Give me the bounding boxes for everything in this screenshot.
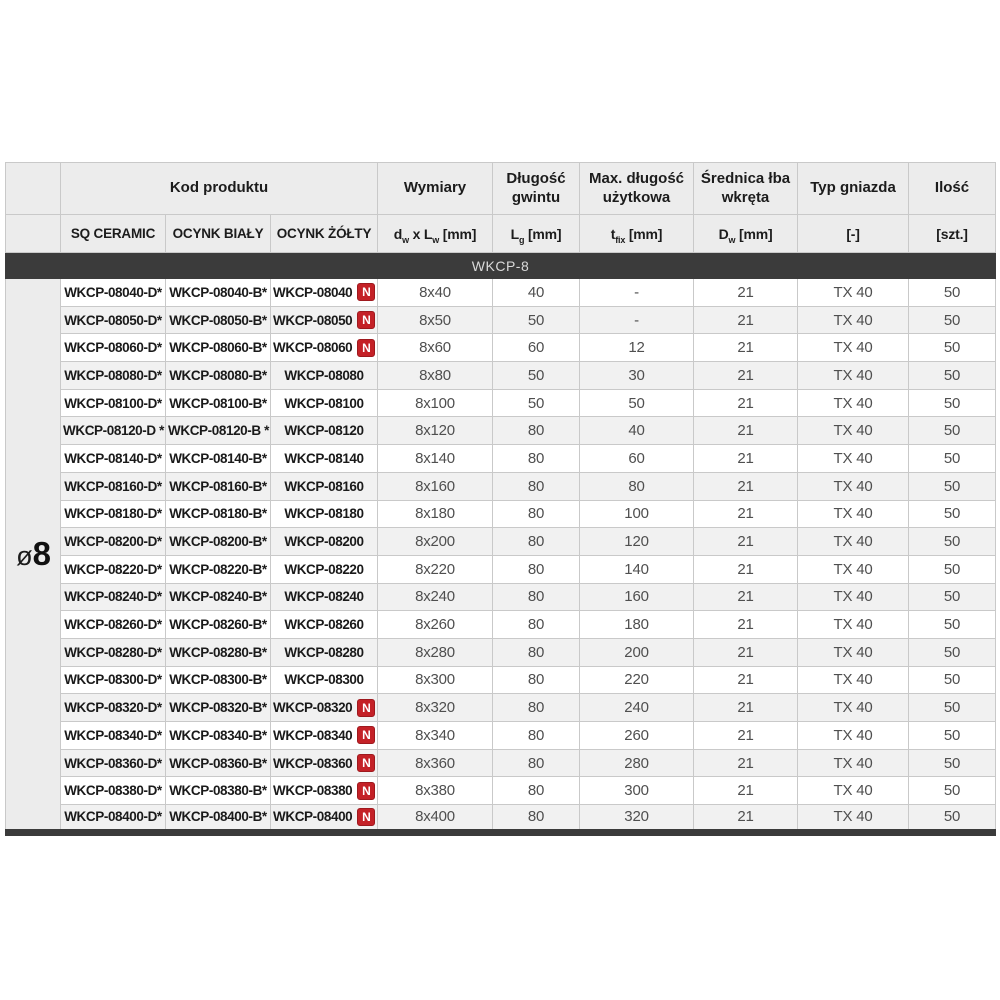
cell-max-dlugosc: 220 bbox=[580, 666, 694, 694]
unit-text: [mm] bbox=[524, 225, 562, 242]
product-code: WKCP-08040 bbox=[273, 284, 353, 300]
cell-ilosc: 50 bbox=[909, 722, 996, 750]
product-code: WKCP-08300 bbox=[284, 672, 364, 688]
cell-wymiary: 8x120 bbox=[378, 417, 493, 445]
cell-ilosc: 50 bbox=[909, 638, 996, 666]
cell-ilosc: 50 bbox=[909, 306, 996, 334]
table-row bbox=[6, 722, 996, 750]
product-code: WKCP-08200 bbox=[284, 534, 364, 550]
cell-typ-gniazda: TX 40 bbox=[798, 805, 909, 833]
cell-ocynk-bialy: WKCP-08300-B* bbox=[166, 666, 271, 694]
cell-ocynk-bialy: WKCP-08100-B* bbox=[166, 389, 271, 417]
cell-sq-ceramic: WKCP-08140-D* bbox=[61, 445, 166, 473]
corner-cell-bottom bbox=[6, 215, 61, 253]
table-row bbox=[6, 472, 996, 500]
cell-ilosc: 50 bbox=[909, 749, 996, 777]
diameter-value: 8 bbox=[32, 534, 50, 572]
table-row bbox=[6, 334, 996, 362]
cell-wymiary: 8x400 bbox=[378, 805, 493, 833]
code-with-badge bbox=[284, 506, 363, 521]
table-row bbox=[6, 777, 996, 805]
cell-ocynk-bialy: WKCP-08120-B * bbox=[166, 417, 271, 445]
cell-ocynk-bialy: WKCP-08360-B* bbox=[166, 749, 271, 777]
cell-typ-gniazda: TX 40 bbox=[798, 389, 909, 417]
cell-max-dlugosc: 280 bbox=[580, 749, 694, 777]
cell-srednica-lba: 21 bbox=[694, 528, 798, 556]
cell-ocynk-bialy: WKCP-08180-B* bbox=[166, 500, 271, 528]
cell-ilosc: 50 bbox=[909, 389, 996, 417]
cell-ilosc: 50 bbox=[909, 500, 996, 528]
cell-ocynk-zolty bbox=[271, 777, 378, 805]
cell-ocynk-zolty bbox=[271, 611, 378, 639]
cell-dlugosc-gwintu: 80 bbox=[493, 555, 580, 583]
product-code: WKCP-08140 bbox=[284, 450, 364, 466]
cell-srednica-lba: 21 bbox=[694, 777, 798, 805]
cell-typ-gniazda: TX 40 bbox=[798, 472, 909, 500]
series-band-row bbox=[6, 253, 996, 279]
table-row bbox=[6, 445, 996, 473]
cell-ocynk-zolty bbox=[271, 528, 378, 556]
header-ilosc: Ilość bbox=[909, 163, 996, 215]
cell-typ-gniazda: TX 40 bbox=[798, 334, 909, 362]
cell-wymiary: 8x300 bbox=[378, 666, 493, 694]
cell-ilosc: 50 bbox=[909, 666, 996, 694]
product-code: WKCP-08160 bbox=[284, 478, 364, 494]
cell-ocynk-bialy: WKCP-08240-B* bbox=[166, 583, 271, 611]
cell-max-dlugosc: 100 bbox=[580, 500, 694, 528]
code-with-badge bbox=[273, 339, 375, 357]
cell-srednica-lba: 21 bbox=[694, 722, 798, 750]
cell-wymiary: 8x60 bbox=[378, 334, 493, 362]
cell-ocynk-zolty bbox=[271, 334, 378, 362]
cell-dlugosc-gwintu: 80 bbox=[493, 583, 580, 611]
subheader-sq-ceramic: SQ CERAMIC bbox=[61, 215, 166, 253]
cell-wymiary: 8x360 bbox=[378, 749, 493, 777]
cell-wymiary: 8x220 bbox=[378, 555, 493, 583]
cell-dlugosc-gwintu: 80 bbox=[493, 694, 580, 722]
cell-dlugosc-gwintu: 80 bbox=[493, 777, 580, 805]
table-row bbox=[6, 389, 996, 417]
new-badge: N bbox=[357, 283, 375, 301]
cell-typ-gniazda: TX 40 bbox=[798, 722, 909, 750]
code-with-badge bbox=[284, 451, 363, 466]
product-code: WKCP-08180 bbox=[284, 506, 364, 522]
table-row bbox=[6, 417, 996, 445]
code-with-badge bbox=[284, 423, 363, 438]
cell-ocynk-bialy: WKCP-08200-B* bbox=[166, 528, 271, 556]
new-badge: N bbox=[357, 782, 375, 800]
cell-dlugosc-gwintu: 80 bbox=[493, 666, 580, 694]
cell-sq-ceramic: WKCP-08300-D* bbox=[61, 666, 166, 694]
cell-wymiary: 8x40 bbox=[378, 279, 493, 307]
cell-ocynk-zolty bbox=[271, 749, 378, 777]
cell-ocynk-zolty bbox=[271, 279, 378, 307]
cell-ilosc: 50 bbox=[909, 805, 996, 833]
code-with-badge bbox=[273, 808, 375, 826]
cell-srednica-lba: 21 bbox=[694, 583, 798, 611]
cell-ocynk-bialy: WKCP-08140-B* bbox=[166, 445, 271, 473]
table-body bbox=[6, 279, 996, 833]
cell-ocynk-bialy: WKCP-08340-B* bbox=[166, 722, 271, 750]
header-kod-produktu: Kod produktu bbox=[61, 163, 378, 215]
cell-ocynk-bialy: WKCP-08260-B* bbox=[166, 611, 271, 639]
cell-typ-gniazda: TX 40 bbox=[798, 362, 909, 390]
cell-srednica-lba: 21 bbox=[694, 500, 798, 528]
code-with-badge bbox=[273, 311, 375, 329]
cell-ocynk-bialy: WKCP-08220-B* bbox=[166, 555, 271, 583]
cell-wymiary: 8x380 bbox=[378, 777, 493, 805]
cell-ocynk-bialy: WKCP-08040-B* bbox=[166, 279, 271, 307]
cell-max-dlugosc: 120 bbox=[580, 528, 694, 556]
header-wymiary: Wymiary bbox=[378, 163, 493, 215]
cell-sq-ceramic: WKCP-08320-D* bbox=[61, 694, 166, 722]
cell-ilosc: 50 bbox=[909, 555, 996, 583]
unit-text: x L bbox=[408, 225, 433, 242]
cell-ocynk-zolty bbox=[271, 555, 378, 583]
cell-wymiary: 8x80 bbox=[378, 362, 493, 390]
table-row bbox=[6, 583, 996, 611]
table-row bbox=[6, 362, 996, 390]
cell-wymiary: 8x50 bbox=[378, 306, 493, 334]
cell-ocynk-bialy: WKCP-08400-B* bbox=[166, 805, 271, 833]
code-with-badge bbox=[284, 617, 363, 632]
cell-sq-ceramic: WKCP-08200-D* bbox=[61, 528, 166, 556]
cell-dlugosc-gwintu: 80 bbox=[493, 638, 580, 666]
cell-sq-ceramic: WKCP-08340-D* bbox=[61, 722, 166, 750]
table-row bbox=[6, 555, 996, 583]
cell-typ-gniazda: TX 40 bbox=[798, 306, 909, 334]
cell-srednica-lba: 21 bbox=[694, 362, 798, 390]
product-code: WKCP-08060 bbox=[273, 340, 353, 356]
cell-max-dlugosc: 60 bbox=[580, 445, 694, 473]
product-code: WKCP-08320 bbox=[273, 700, 353, 716]
code-with-badge bbox=[284, 589, 363, 604]
cell-sq-ceramic: WKCP-08040-D* bbox=[61, 279, 166, 307]
product-code: WKCP-08400 bbox=[273, 809, 353, 825]
new-badge: N bbox=[357, 808, 375, 826]
code-with-badge bbox=[284, 672, 363, 687]
cell-ilosc: 50 bbox=[909, 334, 996, 362]
cell-ocynk-zolty bbox=[271, 306, 378, 334]
table-row bbox=[6, 638, 996, 666]
cell-wymiary: 8x140 bbox=[378, 445, 493, 473]
cell-ocynk-zolty bbox=[271, 417, 378, 445]
table-row bbox=[6, 528, 996, 556]
cell-wymiary: 8x320 bbox=[378, 694, 493, 722]
cell-dlugosc-gwintu: 40 bbox=[493, 279, 580, 307]
cell-srednica-lba: 21 bbox=[694, 389, 798, 417]
cell-typ-gniazda: TX 40 bbox=[798, 749, 909, 777]
cell-dlugosc-gwintu: 50 bbox=[493, 362, 580, 390]
cell-ocynk-zolty bbox=[271, 722, 378, 750]
product-code: WKCP-08220 bbox=[284, 561, 364, 577]
product-code: WKCP-08280 bbox=[284, 644, 364, 660]
cell-dlugosc-gwintu: 80 bbox=[493, 722, 580, 750]
unit-subscript: g bbox=[518, 234, 525, 245]
cell-dlugosc-gwintu: 80 bbox=[493, 528, 580, 556]
product-code: WKCP-08340 bbox=[273, 727, 353, 743]
code-with-badge bbox=[273, 699, 375, 717]
cell-ocynk-bialy: WKCP-08280-B* bbox=[166, 638, 271, 666]
cell-ilosc: 50 bbox=[909, 528, 996, 556]
cell-ocynk-zolty bbox=[271, 694, 378, 722]
cell-max-dlugosc: 200 bbox=[580, 638, 694, 666]
code-with-badge bbox=[273, 283, 375, 301]
code-with-badge bbox=[284, 562, 363, 577]
cell-max-dlugosc: 300 bbox=[580, 777, 694, 805]
product-code: WKCP-08260 bbox=[284, 617, 364, 633]
unit-text: d bbox=[393, 225, 403, 242]
subheader-ocynk-bialy: OCYNK BIAŁY bbox=[166, 215, 271, 253]
cell-typ-gniazda: TX 40 bbox=[798, 445, 909, 473]
unit-text: L bbox=[510, 225, 519, 242]
cell-sq-ceramic: WKCP-08120-D * bbox=[61, 417, 166, 445]
product-code: WKCP-08380 bbox=[273, 783, 353, 799]
cell-typ-gniazda: TX 40 bbox=[798, 666, 909, 694]
cell-sq-ceramic: WKCP-08380-D* bbox=[61, 777, 166, 805]
cell-sq-ceramic: WKCP-08160-D* bbox=[61, 472, 166, 500]
product-code: WKCP-08080 bbox=[284, 367, 364, 383]
cell-sq-ceramic: WKCP-08220-D* bbox=[61, 555, 166, 583]
cell-max-dlugosc: 160 bbox=[580, 583, 694, 611]
cell-max-dlugosc: - bbox=[580, 279, 694, 307]
product-code: WKCP-08360 bbox=[273, 755, 353, 771]
cell-ocynk-bialy: WKCP-08080-B* bbox=[166, 362, 271, 390]
new-badge: N bbox=[357, 754, 375, 772]
subheader-szt-unit: [szt.] bbox=[909, 215, 996, 253]
cell-max-dlugosc: 260 bbox=[580, 722, 694, 750]
cell-sq-ceramic: WKCP-08080-D* bbox=[61, 362, 166, 390]
cell-wymiary: 8x260 bbox=[378, 611, 493, 639]
cell-ocynk-zolty bbox=[271, 583, 378, 611]
cell-typ-gniazda: TX 40 bbox=[798, 555, 909, 583]
cell-ilosc: 50 bbox=[909, 694, 996, 722]
cell-wymiary: 8x180 bbox=[378, 500, 493, 528]
unit-subscript: w bbox=[728, 234, 736, 245]
cell-max-dlugosc: 40 bbox=[580, 417, 694, 445]
cell-dlugosc-gwintu: 60 bbox=[493, 334, 580, 362]
cell-max-dlugosc: 320 bbox=[580, 805, 694, 833]
table-row bbox=[6, 666, 996, 694]
cell-wymiary: 8x100 bbox=[378, 389, 493, 417]
cell-ilosc: 50 bbox=[909, 417, 996, 445]
unit-subscript: fix bbox=[615, 234, 626, 245]
series-band-label: WKCP-8 bbox=[6, 253, 996, 279]
code-with-badge bbox=[284, 534, 363, 549]
cell-ilosc: 50 bbox=[909, 362, 996, 390]
new-badge: N bbox=[357, 339, 375, 357]
cell-ocynk-bialy: WKCP-08320-B* bbox=[166, 694, 271, 722]
cell-wymiary: 8x340 bbox=[378, 722, 493, 750]
cell-srednica-lba: 21 bbox=[694, 306, 798, 334]
diameter-symbol: ø bbox=[16, 540, 33, 571]
cell-ilosc: 50 bbox=[909, 583, 996, 611]
cell-ocynk-zolty bbox=[271, 666, 378, 694]
table-row bbox=[6, 306, 996, 334]
cell-ocynk-zolty bbox=[271, 362, 378, 390]
cell-sq-ceramic: WKCP-08240-D* bbox=[61, 583, 166, 611]
cell-dlugosc-gwintu: 80 bbox=[493, 472, 580, 500]
cell-sq-ceramic: WKCP-08260-D* bbox=[61, 611, 166, 639]
cell-srednica-lba: 21 bbox=[694, 334, 798, 362]
cell-srednica-lba: 21 bbox=[694, 472, 798, 500]
cell-ilosc: 50 bbox=[909, 777, 996, 805]
code-with-badge bbox=[284, 645, 363, 660]
cell-dlugosc-gwintu: 80 bbox=[493, 417, 580, 445]
cell-srednica-lba: 21 bbox=[694, 805, 798, 833]
cell-max-dlugosc: 12 bbox=[580, 334, 694, 362]
cell-typ-gniazda: TX 40 bbox=[798, 638, 909, 666]
cell-srednica-lba: 21 bbox=[694, 611, 798, 639]
product-code: WKCP-08050 bbox=[273, 312, 353, 328]
cell-dlugosc-gwintu: 50 bbox=[493, 389, 580, 417]
product-code: WKCP-08120 bbox=[284, 423, 364, 439]
cell-ilosc: 50 bbox=[909, 611, 996, 639]
cell-ilosc: 50 bbox=[909, 279, 996, 307]
cell-ocynk-zolty bbox=[271, 389, 378, 417]
unit-subscript: w bbox=[402, 234, 409, 245]
cell-ocynk-zolty bbox=[271, 472, 378, 500]
code-with-badge bbox=[273, 754, 375, 772]
product-code: WKCP-08100 bbox=[284, 395, 364, 411]
cell-ocynk-bialy: WKCP-08050-B* bbox=[166, 306, 271, 334]
cell-ilosc: 50 bbox=[909, 472, 996, 500]
new-badge: N bbox=[357, 699, 375, 717]
code-with-badge bbox=[284, 479, 363, 494]
cell-typ-gniazda: TX 40 bbox=[798, 500, 909, 528]
new-badge: N bbox=[357, 726, 375, 744]
table-header bbox=[6, 163, 996, 279]
cell-ocynk-bialy: WKCP-08160-B* bbox=[166, 472, 271, 500]
subheader-tfix-unit bbox=[580, 215, 694, 253]
code-with-badge bbox=[284, 396, 363, 411]
cell-srednica-lba: 21 bbox=[694, 638, 798, 666]
unit-text: [mm] bbox=[625, 225, 663, 242]
cell-dlugosc-gwintu: 50 bbox=[493, 306, 580, 334]
unit-subscript: w bbox=[432, 234, 440, 245]
cell-dlugosc-gwintu: 80 bbox=[493, 805, 580, 833]
cell-srednica-lba: 21 bbox=[694, 445, 798, 473]
cell-srednica-lba: 21 bbox=[694, 279, 798, 307]
cell-typ-gniazda: TX 40 bbox=[798, 279, 909, 307]
cell-typ-gniazda: TX 40 bbox=[798, 694, 909, 722]
cell-typ-gniazda: TX 40 bbox=[798, 777, 909, 805]
cell-dlugosc-gwintu: 80 bbox=[493, 749, 580, 777]
cell-typ-gniazda: TX 40 bbox=[798, 611, 909, 639]
cell-srednica-lba: 21 bbox=[694, 749, 798, 777]
product-table-container bbox=[5, 162, 995, 836]
cell-max-dlugosc: 50 bbox=[580, 389, 694, 417]
cell-typ-gniazda: TX 40 bbox=[798, 528, 909, 556]
corner-cell-top bbox=[6, 163, 61, 215]
table-row bbox=[6, 279, 996, 307]
table-row bbox=[6, 694, 996, 722]
unit-text: [mm] bbox=[735, 225, 773, 242]
cell-ocynk-bialy: WKCP-08380-B* bbox=[166, 777, 271, 805]
cell-max-dlugosc: - bbox=[580, 306, 694, 334]
cell-sq-ceramic: WKCP-08100-D* bbox=[61, 389, 166, 417]
subheader-dw-unit bbox=[694, 215, 798, 253]
header-row-units bbox=[6, 215, 996, 253]
unit-text: t bbox=[610, 225, 616, 242]
product-table bbox=[5, 162, 996, 836]
cell-dlugosc-gwintu: 80 bbox=[493, 611, 580, 639]
cell-typ-gniazda: TX 40 bbox=[798, 583, 909, 611]
cell-sq-ceramic: WKCP-08360-D* bbox=[61, 749, 166, 777]
cell-ilosc: 50 bbox=[909, 445, 996, 473]
cell-sq-ceramic: WKCP-08400-D* bbox=[61, 805, 166, 833]
cell-dlugosc-gwintu: 80 bbox=[493, 445, 580, 473]
cell-srednica-lba: 21 bbox=[694, 694, 798, 722]
header-max-dlugosc-uzytkowa: Max. długość użytkowa bbox=[580, 163, 694, 215]
cell-max-dlugosc: 30 bbox=[580, 362, 694, 390]
subheader-lg-unit bbox=[493, 215, 580, 253]
header-srednica-lba-wkreta: Średnica łba wkręta bbox=[694, 163, 798, 215]
cell-srednica-lba: 21 bbox=[694, 666, 798, 694]
cell-ocynk-zolty bbox=[271, 500, 378, 528]
cell-ocynk-zolty bbox=[271, 445, 378, 473]
header-typ-gniazda: Typ gniazda bbox=[798, 163, 909, 215]
subheader-ocynk-zolty: OCYNK ŻÓŁTY bbox=[271, 215, 378, 253]
cell-sq-ceramic: WKCP-08280-D* bbox=[61, 638, 166, 666]
cell-max-dlugosc: 80 bbox=[580, 472, 694, 500]
cell-max-dlugosc: 180 bbox=[580, 611, 694, 639]
cell-ocynk-zolty bbox=[271, 638, 378, 666]
code-with-badge bbox=[284, 368, 363, 383]
product-code: WKCP-08240 bbox=[284, 589, 364, 605]
cell-max-dlugosc: 140 bbox=[580, 555, 694, 583]
header-dlugosc-gwintu: Długość gwintu bbox=[493, 163, 580, 215]
diameter-group-cell bbox=[6, 279, 61, 833]
unit-text: D bbox=[718, 225, 729, 242]
cell-srednica-lba: 21 bbox=[694, 555, 798, 583]
table-row bbox=[6, 805, 996, 833]
cell-wymiary: 8x240 bbox=[378, 583, 493, 611]
cell-wymiary: 8x160 bbox=[378, 472, 493, 500]
code-with-badge bbox=[273, 726, 375, 744]
table-row bbox=[6, 749, 996, 777]
table-row bbox=[6, 611, 996, 639]
cell-srednica-lba: 21 bbox=[694, 417, 798, 445]
cell-sq-ceramic: WKCP-08060-D* bbox=[61, 334, 166, 362]
subheader-wymiary-unit bbox=[378, 215, 493, 253]
table-row bbox=[6, 500, 996, 528]
cell-dlugosc-gwintu: 80 bbox=[493, 500, 580, 528]
unit-text: [mm] bbox=[439, 225, 477, 242]
new-badge: N bbox=[357, 311, 375, 329]
header-row-groups bbox=[6, 163, 996, 215]
cell-sq-ceramic: WKCP-08050-D* bbox=[61, 306, 166, 334]
cell-wymiary: 8x200 bbox=[378, 528, 493, 556]
subheader-typ-unit: [-] bbox=[798, 215, 909, 253]
cell-wymiary: 8x280 bbox=[378, 638, 493, 666]
cell-typ-gniazda: TX 40 bbox=[798, 417, 909, 445]
cell-sq-ceramic: WKCP-08180-D* bbox=[61, 500, 166, 528]
cell-ocynk-zolty bbox=[271, 805, 378, 833]
code-with-badge bbox=[273, 782, 375, 800]
cell-max-dlugosc: 240 bbox=[580, 694, 694, 722]
cell-ocynk-bialy: WKCP-08060-B* bbox=[166, 334, 271, 362]
